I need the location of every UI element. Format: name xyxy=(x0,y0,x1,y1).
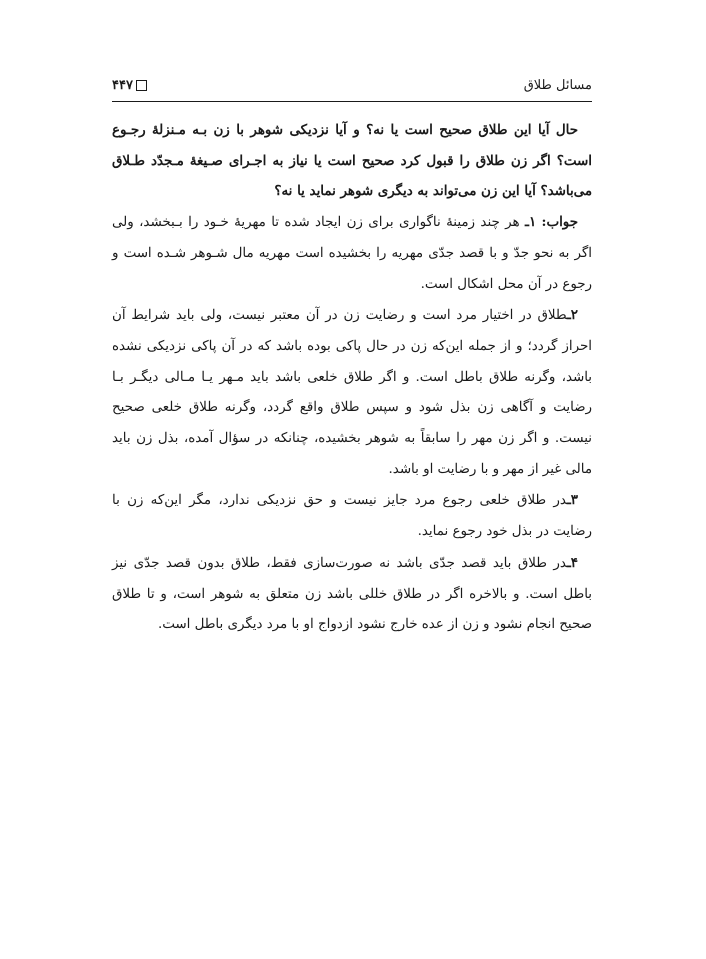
header-rule xyxy=(112,101,592,102)
square-icon xyxy=(136,80,147,91)
answer-paragraph-4 xyxy=(112,548,592,641)
answer-text: هر چند زمینهٔ ناگواری برای زن ایجاد شده تا مهریهٔ خـود را بـبخشد، ولی اگر به نحو جدّ و با قصد جدّی مهریه را بخشیده است مهریه مال شـوهر شـده است و رجوع در آن محل اشکال است. xyxy=(112,215,592,292)
answer-paragraph-2 xyxy=(112,300,592,485)
answer-paragraph-3 xyxy=(112,485,592,547)
body-text xyxy=(112,115,592,641)
question-paragraph: حال آیا این طلاق صحیح است یا نه؟ و آیا نزدیکی شوهر با زن بـه مـنزلهٔ رجـوع است؟ اگر زن طلاق را قبول کرد صحیح است یا نیاز به اجـرای صـیغهٔ مـجدّد طـلاق می‌باشد؟ آیا این زن می‌تواند به دیگری شوهر نماید یا نه؟ xyxy=(112,122,592,200)
answer-text: در طلاق باید قصد جدّی باشد نه صورت‌سازی فقط، طلاق بدون قصد جدّی نیز باطل است. و بالاخره اگر در طلاق خللی باشد زن متعلق به شوهر است، و تا طلاق صحیح انجام نشود و زن از عده خارج نشود ازدواج او با مرد دیگری باطل است. xyxy=(112,555,592,633)
page-header xyxy=(112,76,592,98)
answer-paragraph-1 xyxy=(112,207,592,300)
page-number-block xyxy=(112,78,147,93)
running-title: مسائل طلاق xyxy=(523,78,592,93)
answer-label: جواب: xyxy=(541,214,578,231)
page-number: ۴۴۷ xyxy=(112,78,133,93)
answer-text: طلاق در اختیار مرد است و رضایت زن در آن معتبر نیست، ولی باید شرایط آن احراز گردد؛ و از جمله این‌که زن در حال پاکی بوده باشد که در آن پاکی نزدیکی نشده باشد، وگرنه طلاق باطل است. و اگر طلاق خلعی باشد باید مـهر یـا مـالی دیگـر بـا رضایت و آگاهی زن بذل شود و سپس طلاق واقع گردد، وگرنه طلاق خلعی صحیح نیست. و اگر زن مهر را سابقاً به شوهر بخشیده، چنانکه در سؤال آمده، بذل زن باید مالی غیر از مهر و با رضایت او باشد. xyxy=(112,308,592,477)
answer-text: در طلاق خلعی رجوع مرد جایز نیست و حق نزدیکی ندارد، مگر این‌که زن با رضایت در بذل خود رجوع نماید. xyxy=(112,493,592,540)
answer-number: ۴ـ xyxy=(566,554,578,571)
answer-number: ۳ـ xyxy=(566,492,578,509)
answer-number: ۲ـ xyxy=(566,307,578,324)
answer-number: ۱ـ xyxy=(525,214,537,231)
